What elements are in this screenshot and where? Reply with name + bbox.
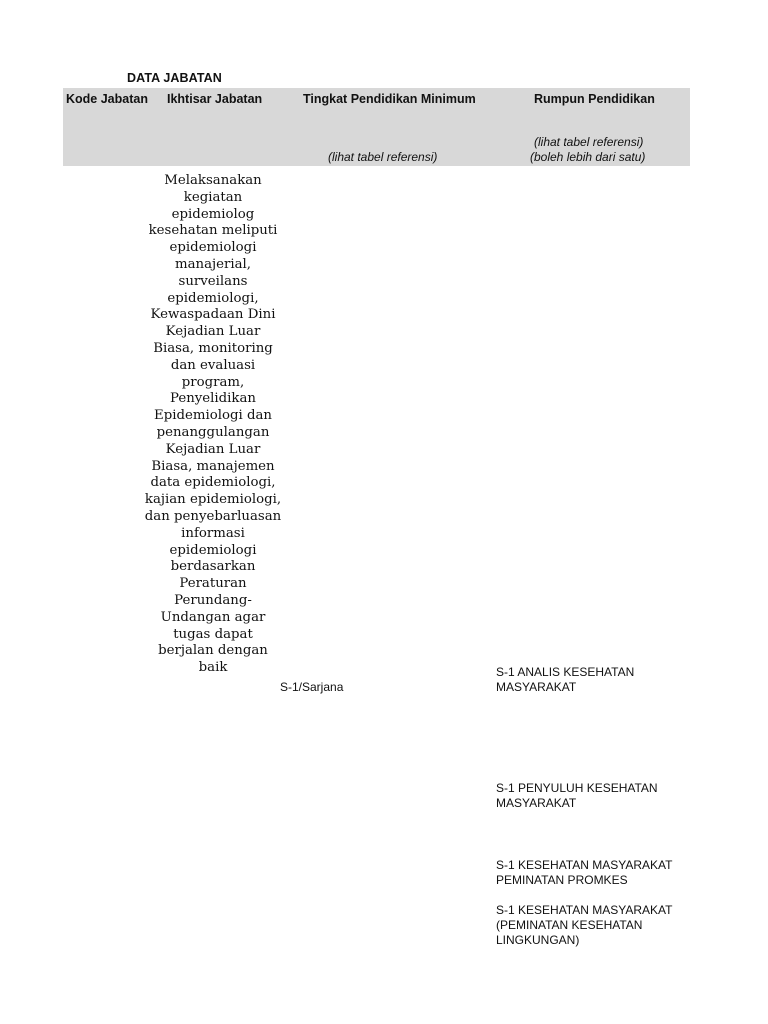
ikhtisar-jabatan-text: Melaksanakan kegiatan epidemiolog kesehatan meliputi epidemiologi manajerial, surveilans epidemiologi, Kewaspadaan Dini Kejadian Luar Biasa, monitoring dan evaluasi program, Penyelidikan Epidemiologi dan penanggulangan Kejadian Luar Biasa, manajemen data epidemiologi, kajian epidemiologi, dan penyebarluasan informasi epidemiologi berdasarkan Peraturan Perundang-Undangan agar tugas dapat berjalan dengan baik: [144, 173, 282, 676]
note-rumpun-referensi: (lihat tabel referensi): [534, 135, 644, 149]
note-rumpun-multi: (boleh lebih dari satu): [530, 150, 646, 164]
rumpun-item: S-1 KESEHATAN MASYARAKAT (PEMINATAN KESEHATAN LINGKUNGAN): [496, 903, 673, 947]
header-tingkat-pendidikan: Tingkat Pendidikan Minimum: [303, 92, 476, 106]
document-title: DATA JABATAN: [127, 71, 222, 85]
note-tingkat-referensi: (lihat tabel referensi): [328, 150, 438, 164]
tingkat-pendidikan-value: S-1/Sarjana: [280, 680, 344, 694]
header-rumpun-pendidikan: Rumpun Pendidikan: [534, 92, 655, 106]
rumpun-item: S-1 PENYULUH KESEHATAN MASYARAKAT: [496, 781, 658, 810]
rumpun-item: S-1 KESEHATAN MASYARAKAT PEMINATAN PROMKES: [496, 858, 673, 887]
header-ikhtisar-jabatan: Ikhtisar Jabatan: [167, 92, 263, 106]
rumpun-item: S-1 ANALIS KESEHATAN MASYARAKAT: [496, 665, 635, 694]
header-kode-jabatan: Kode Jabatan: [66, 92, 148, 106]
